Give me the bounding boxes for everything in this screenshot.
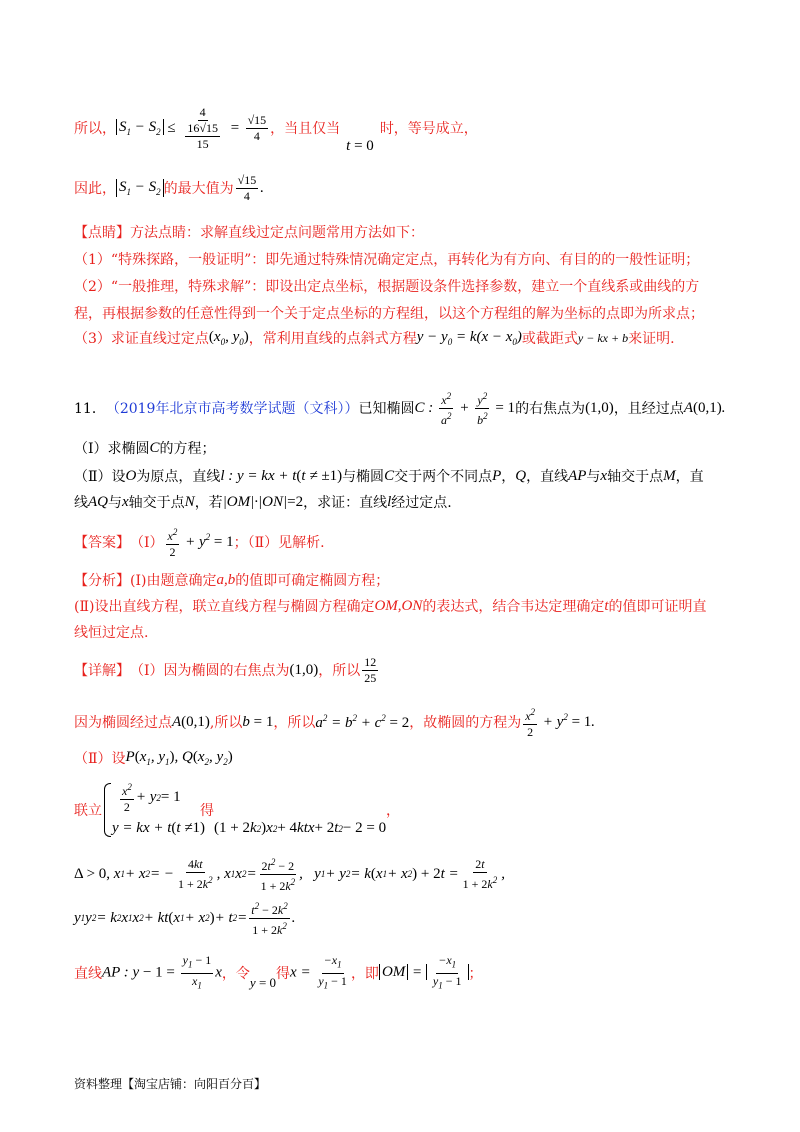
answer-a1: （Ⅰ） <box>130 535 164 551</box>
system-eq2: y = kx + t ( t ≠ 1) <box>112 820 206 836</box>
q11-number: 11． <box>74 401 106 417</box>
detail-d2c: ，所以 <box>273 715 316 731</box>
so-line <box>74 100 478 156</box>
part2g: 轴交于点 <box>607 469 664 485</box>
when-text: ，当且仅当 <box>270 121 341 137</box>
vieta-line: Δ > 0, x 1 + x 2 = − $\frac{4kt}{1 + 2k^2}$ , x 1 x 2 = $\frac{2t^2 - 2}{1 + 2k^2}$ , y 1 + y 2 = k ( x 1 + x 2 ) + 2 t = $\frac{2t}{1 + 2k^2}$ , <box>74 856 505 893</box>
insight-p3 <box>74 328 675 348</box>
part2h: ，直 <box>675 469 704 485</box>
analysis-l2b: 的表达式，结合韦达定理确定 <box>422 599 605 615</box>
max-text: 的最大值为 <box>163 181 234 197</box>
insight-p1: （1）“特殊探路，一般证明”：即先通过特殊情况确定定点，再转化为有方向、有目的的一般性证明； <box>74 252 700 268</box>
answer-a2: ；（Ⅱ）见解析. <box>233 535 325 551</box>
insight-p3b: ，常利用直线的点斜式方程 <box>248 331 417 347</box>
formula-focus: (1,0) <box>585 399 614 416</box>
formula-point-slope: $y - y_0 = k(x - x_0)$ <box>416 329 522 347</box>
detail-d1: （Ⅰ）因为椭圆的右焦点为 <box>130 663 290 679</box>
de-label: 得 <box>200 803 214 819</box>
formula-point: ($x_0$, $y_0$) <box>208 329 249 347</box>
lianli-label: 联立 <box>74 803 102 819</box>
formula-om-on: |OM|·|ON|=2 <box>222 493 304 510</box>
formula-max: $\frac{√15}{4}$ . <box>237 172 264 203</box>
formula-s1-s2: $S_1 - S_2$ ≤ $\frac{4}{\frac{16√15}{15}}$ = $\frac{√15}{4}$ <box>116 105 270 152</box>
detail-d2b: ,所以 <box>209 715 243 731</box>
formula-line-l: l : y = kx + t(t ≠ ±1) <box>220 467 343 484</box>
q11-text2: 的右焦点为 <box>515 401 586 417</box>
detail-line1: 【详解】 （Ⅰ）因为椭圆的右焦点为 (1,0) ，所以 $\frac{12}{25}$ <box>74 650 380 690</box>
quadratic-eq: (1 + 2 k 2 ) x 2 + 4 ktx + 2 t 2 − 2 = 0 <box>214 820 387 836</box>
detail-d1b: ，所以 <box>318 663 361 679</box>
formula-abs: $S_1 - S_2$ <box>116 179 164 197</box>
formula-intercept: y − kx + b <box>577 330 629 345</box>
part2m: 经过定点. <box>391 495 452 511</box>
formula-ellipse: C : $\frac{x^2}{a^2}$ + $\frac{y^2}{b^2}$ = 1 <box>414 390 516 427</box>
analysis-l2: (Ⅱ)设出直线方程，联立直线方程与椭圆方程确定 <box>74 599 375 615</box>
detail-label: 【详解】 <box>74 663 130 679</box>
detail-line3: （Ⅱ）设 $P(x_1$, $y_1$), $Q(x_2$, $y_2$) <box>74 749 233 767</box>
footer-text: 资料整理【淘宝店铺：向阳百分百】 <box>74 1077 267 1091</box>
zhixian-label: 直线 <box>74 966 102 982</box>
insight-p2a: （2）“一般推理，特殊求解”：即设出定点坐标，根据题设条件选择参数，建立一个直线系或曲线的方 <box>74 279 700 295</box>
detail-line2: 因为椭圆经过点 A(0,1) ,所以 b = 1 ，所以 $a^2 = b^2 + c^2 = 2$ ，故椭圆的方程为 $\frac{x^2}{2}$ + $y^2 = 1$. <box>74 706 596 739</box>
part2k: ，若 <box>194 495 223 511</box>
analysis-l1b: 的值即可确定椭圆方程； <box>235 573 390 589</box>
ji-label: ，即 <box>350 966 379 982</box>
part2f: 与 <box>586 469 601 485</box>
q11-text1: 已知椭圆 <box>358 401 415 417</box>
line-ap: 直线 AP : y − 1 = $\frac{y_1 - 1}{x_1}$ x ，令 y = 0 得 x = $\frac{-x_1}{y_1 - 1}$ ，即 OM = $\frac{-x_1}{y_1 - 1}$ ； <box>74 953 483 990</box>
part2i: 线 <box>74 495 88 511</box>
insight-title: 【点睛】方法点睛：求解直线过定点问题常用方法如下： <box>74 225 424 241</box>
equality-text: 时，等号成立， <box>379 121 478 137</box>
therefore-line <box>74 168 264 208</box>
part2j: 轴交于点 <box>128 495 185 511</box>
insight-p2b: 程，再根据参数的任意性得到一个关于定点坐标的方程组，以这个方程组的解为坐标的点即为所求点； <box>74 306 704 322</box>
part2c: 与椭圆 <box>342 469 385 485</box>
q11-part2: （Ⅱ）设 O 为原点，直线 l : y = kx + t(t ≠ ±1) 与椭圆 C 交于两个不同点 P ， Q ，直线 AP 与 x 轴交于点 M ，直 <box>74 467 704 485</box>
analysis-l2c: 的值即可证明直 <box>608 599 707 615</box>
formula-t0: t = 0 <box>346 137 374 154</box>
q11-part2-cont: 线 AQ 与 x 轴交于点 N ，若 |OM|·|ON|=2 ，求证：直线 l 经过定点. <box>74 493 452 511</box>
part2l: ，求证：直线 <box>303 495 388 511</box>
insight-p3a: （3）求证直线过定点 <box>74 331 209 347</box>
answer-line <box>74 522 325 562</box>
detail-d2d: ，故椭圆的方程为 <box>409 715 522 731</box>
part2e: ，直线 <box>526 469 569 485</box>
formula-12-25: $\frac{12}{25}$ <box>364 654 377 685</box>
part1b-text: 的方程； <box>159 441 216 457</box>
formula-pointA: A(0,1). <box>683 399 726 416</box>
system-brace <box>104 783 111 837</box>
therefore-text: 因此， <box>74 181 116 197</box>
detail-d2a: 因为椭圆经过点 <box>74 715 172 731</box>
comma-mark: ， <box>386 803 400 819</box>
analysis-l1: (Ⅰ)由题意确定 <box>130 573 217 589</box>
analysis-line1: 【分析】 (Ⅰ)由题意确定 a,b 的值即可确定椭圆方程； <box>74 571 390 589</box>
insight-p3c: 或截距式 <box>521 331 578 347</box>
q11-text3: ，且经过点 <box>613 401 684 417</box>
de2-label: 得 <box>276 966 291 982</box>
ling-label: ，令 <box>221 966 250 982</box>
part2a: （Ⅱ）设 <box>74 469 126 485</box>
y1y2-line: y 1 y 2 = k 2 x 1 x 2 + kt ( x 1 + x 2 ) + t 2 = $\frac{t^2 - 2k^2}{1 + 2k^2}$ . <box>74 900 296 937</box>
part2d: 交于两个不同点 <box>394 469 493 485</box>
answer-label: 【答案】 <box>74 535 130 551</box>
q11-part1 <box>74 438 216 458</box>
q11-source: （2019年北京市高考数学试题（文科）） <box>105 401 359 417</box>
analysis-line2: (Ⅱ)设出直线方程，联立直线方程与椭圆方程确定 OM,ON 的表达式，结合韦达定理确定 t 的值即可证明直 <box>74 597 707 615</box>
letter-C: C <box>149 439 160 456</box>
formula-answer1: $\frac{x^2}{2}$ + $y^2 = 1$ <box>167 526 234 559</box>
analysis-line3: 线恒过定点. <box>74 625 149 641</box>
analysis-label: 【分析】 <box>74 573 130 589</box>
part2f-2: 与 <box>108 495 122 511</box>
q11-line <box>74 388 725 428</box>
detail-d3: （Ⅱ）设 <box>74 751 126 767</box>
part2b: 为原点，直线 <box>136 469 221 485</box>
part1-text: （Ⅰ）求椭圆 <box>74 441 150 457</box>
system-eq1: $\frac{x^2}{2}$ + y 2 = 1 <box>122 782 181 814</box>
so-text: 所以， <box>74 121 116 137</box>
insight-p3d: 来证明. <box>628 331 675 347</box>
